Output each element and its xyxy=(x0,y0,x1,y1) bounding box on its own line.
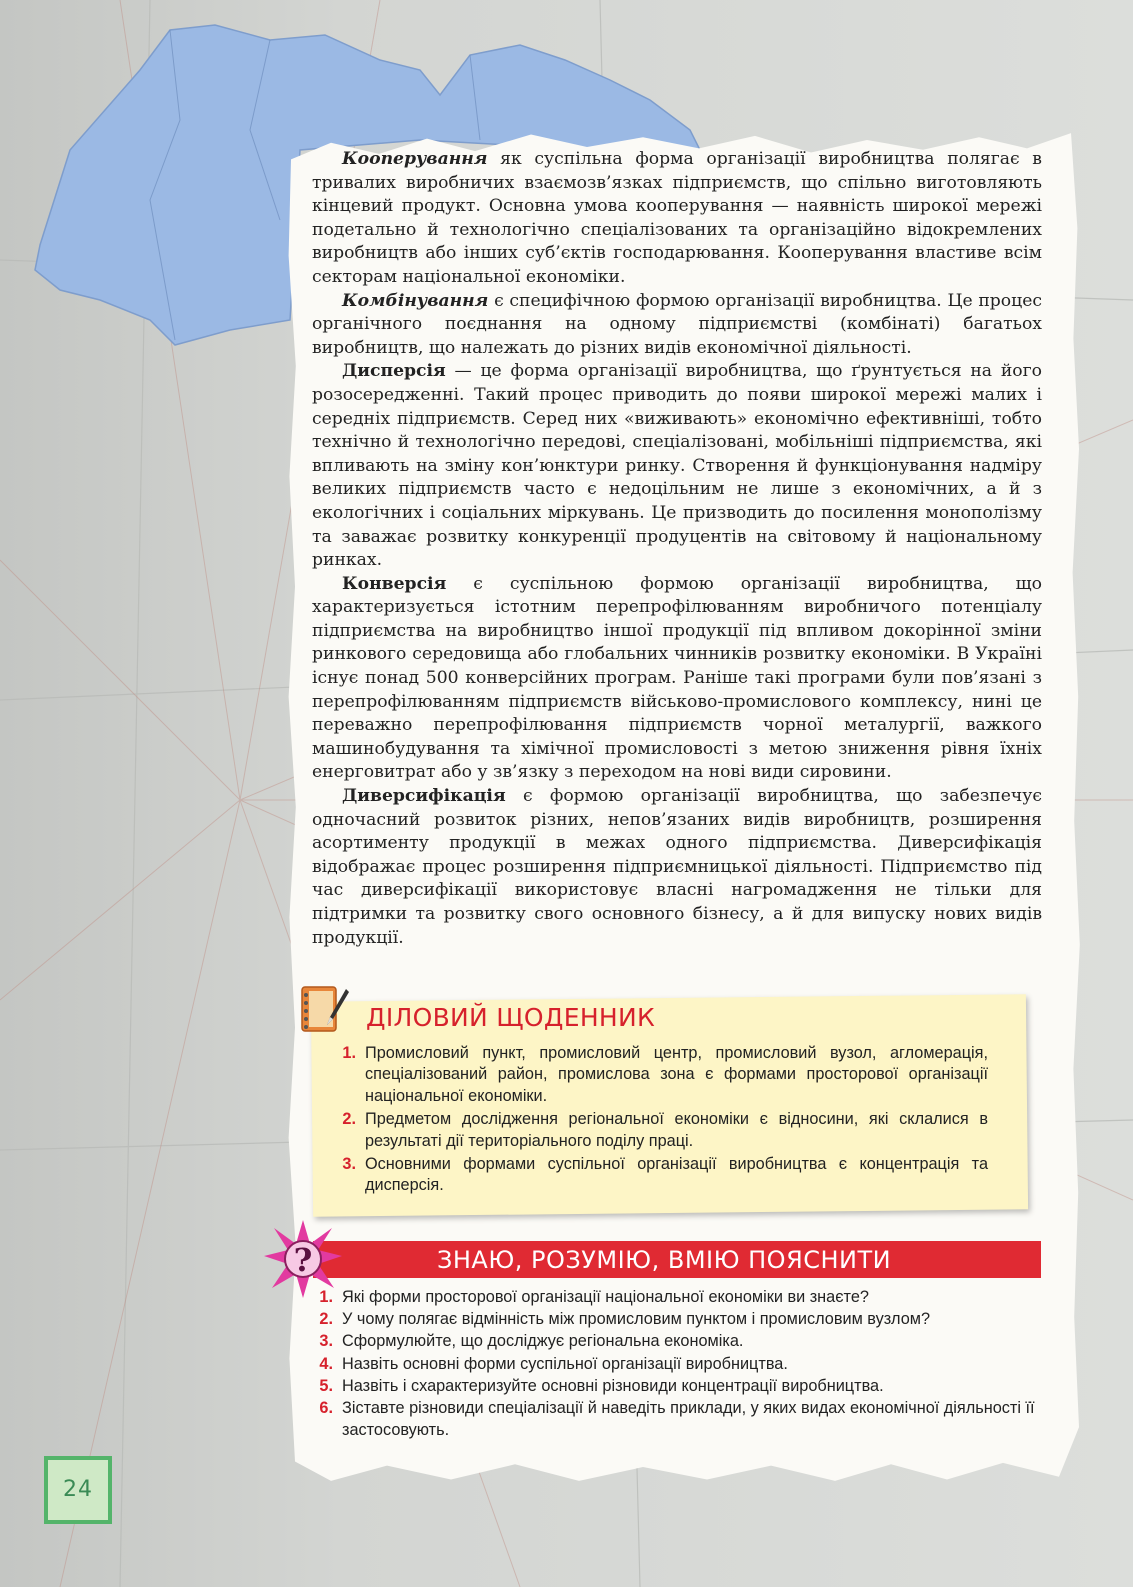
term: Конверсія xyxy=(342,573,447,594)
paragraph xyxy=(312,785,1042,950)
questions-list xyxy=(305,1286,1045,1441)
paragraph xyxy=(312,290,1042,361)
item-number: 1. xyxy=(319,1288,333,1306)
question-item xyxy=(305,1397,1045,1441)
question-item xyxy=(305,1375,1045,1397)
list-item xyxy=(328,1043,988,1107)
paragraph-text: є специфічною формою організації виробництва. Це процес органічного поєднання на одному підприємстві (комбінаті) багатьох виробництв, що належать до різних видів економічної діяльності. xyxy=(312,290,1042,358)
item-text: У чому полягає відмінність між промисловим пунктом і промисловим вузлом? xyxy=(342,1310,930,1329)
item-text: Зіставте різновиди спеціалізації й наведіть приклади, у яких видах економічної діяльності її застосовують. xyxy=(342,1399,1035,1440)
item-text: Сформулюйте, що досліджує регіональна економіка. xyxy=(342,1332,744,1351)
paragraph-text: — це форма організації виробництва, що ґрунтується на його розосередженні. Такий процес приводить до появи широкої мережі малих і середніх підприємств. Серед них «виживають» економічно ефективніші, тобто технічно й технологічно передові, спеціалізовані, мобільніші підприємства, які впливають на зміну кон’юнктури ринку. Створення й функціонування надміру великих підприємств часто є недоцільним не лише з економічних, а й з екологічних і соціальних міркувань. Це призводить до посилення монополізму та заважає розвитку конкуренції продуцентів на світовому й національному ринках. xyxy=(312,361,1042,571)
item-text: Предметом дослідження регіональної економіки є відносини, які склалися в результаті дії територіального поділу праці. xyxy=(365,1110,988,1150)
item-number: 3. xyxy=(319,1332,333,1351)
list-item xyxy=(328,1109,988,1152)
page-number-box xyxy=(44,1456,112,1524)
body-text xyxy=(312,148,1042,950)
item-number: 1. xyxy=(342,1044,356,1062)
item-text: Основними формами суспільної організації виробництва є концентрація та дисперсія. xyxy=(365,1155,988,1195)
diary-list xyxy=(328,1043,988,1199)
questions-title: ЗНАЮ, РОЗУМІЮ, ВМІЮ ПОЯСНИТИ xyxy=(437,1246,892,1274)
question-item xyxy=(305,1353,1045,1375)
paragraph xyxy=(312,148,1042,290)
item-number: 4. xyxy=(319,1354,333,1373)
item-number: 6. xyxy=(319,1399,333,1418)
item-number: 2. xyxy=(342,1110,356,1129)
question-item xyxy=(305,1286,1045,1308)
paragraph-text: як суспільна форма організації виробництва полягає в тривалих виробничих взаємозв’язках підприємств, що спільно виготовляють кінцевий продукт. Основна умова кооперування — наявність широкої мережі подетально й технологічно спеціалізованих та організаційно відокремлених виробництв або інших суб’єктів господарювання. Кооперування властиве всім секторам національної економіки. xyxy=(312,149,1042,287)
item-text: Які форми просторової організації національної економіки ви знаєте? xyxy=(342,1288,869,1306)
page-number: 24 xyxy=(63,1477,93,1502)
notebook-pen-icon xyxy=(300,983,350,1035)
term: Кооперування xyxy=(342,149,488,169)
paragraph xyxy=(312,573,1042,785)
term: Комбінування xyxy=(342,290,489,311)
item-text: Промисловий пункт, промисловий центр, промисловий вузол, агломерація, спеціалізований район, промислова зона є формами просторової організації національної економіки. xyxy=(365,1044,988,1105)
diary-title: ДІЛОВИЙ ЩОДЕННИК xyxy=(366,1003,656,1032)
item-text: Назвіть і схарактеризуйте основні різновиди концентрації виробництва. xyxy=(342,1376,884,1395)
term: Диверсифікація xyxy=(342,786,506,807)
item-number: 5. xyxy=(319,1376,333,1395)
list-item xyxy=(328,1154,988,1197)
term: Дисперсія xyxy=(342,361,446,382)
svg-text:?: ? xyxy=(293,1241,313,1279)
item-number: 2. xyxy=(319,1310,333,1329)
question-item xyxy=(305,1330,1045,1352)
paragraph xyxy=(312,360,1042,572)
paragraph-text: є суспільною формою організації виробництва, що характеризується істотним перепрофілюванням виробничого потенціалу підприємства на виробництво іншої продукції під впливом докорінної зміни ринкового середовища або глобальних чинників розвитку економіки. В Україні існує понад 500 конверсійних програм. Раніше такі програми були пов’язані з перепрофілюванням підприємств військово-промислового комплексу, нині це переважно перепрофілювання підприємств чорної металургії, важкого машинобудування та хімічної промисловості з метою зниження рівня їхніх енерговитрат або у зв’язку з переходом на нові види сировини. xyxy=(312,573,1042,783)
paragraph-text: є формою організації виробництва, що забезпечує одночасний розвиток різних, непов’язаних видів виробництв, розширення асортименту продукції в межах одного підприємства. Диверсифікація відображає процес розширення підприємницької діяльності. Підприємство під час диверсифікації використовує власні нагромадження не тільки для підтримки та розвитку свого основного бізнесу, а й для випуску нових видів продукції. xyxy=(312,786,1042,948)
question-item xyxy=(305,1308,1045,1330)
item-text: Назвіть основні форми суспільної організації виробництва. xyxy=(342,1354,788,1373)
item-number: 3. xyxy=(342,1155,356,1174)
